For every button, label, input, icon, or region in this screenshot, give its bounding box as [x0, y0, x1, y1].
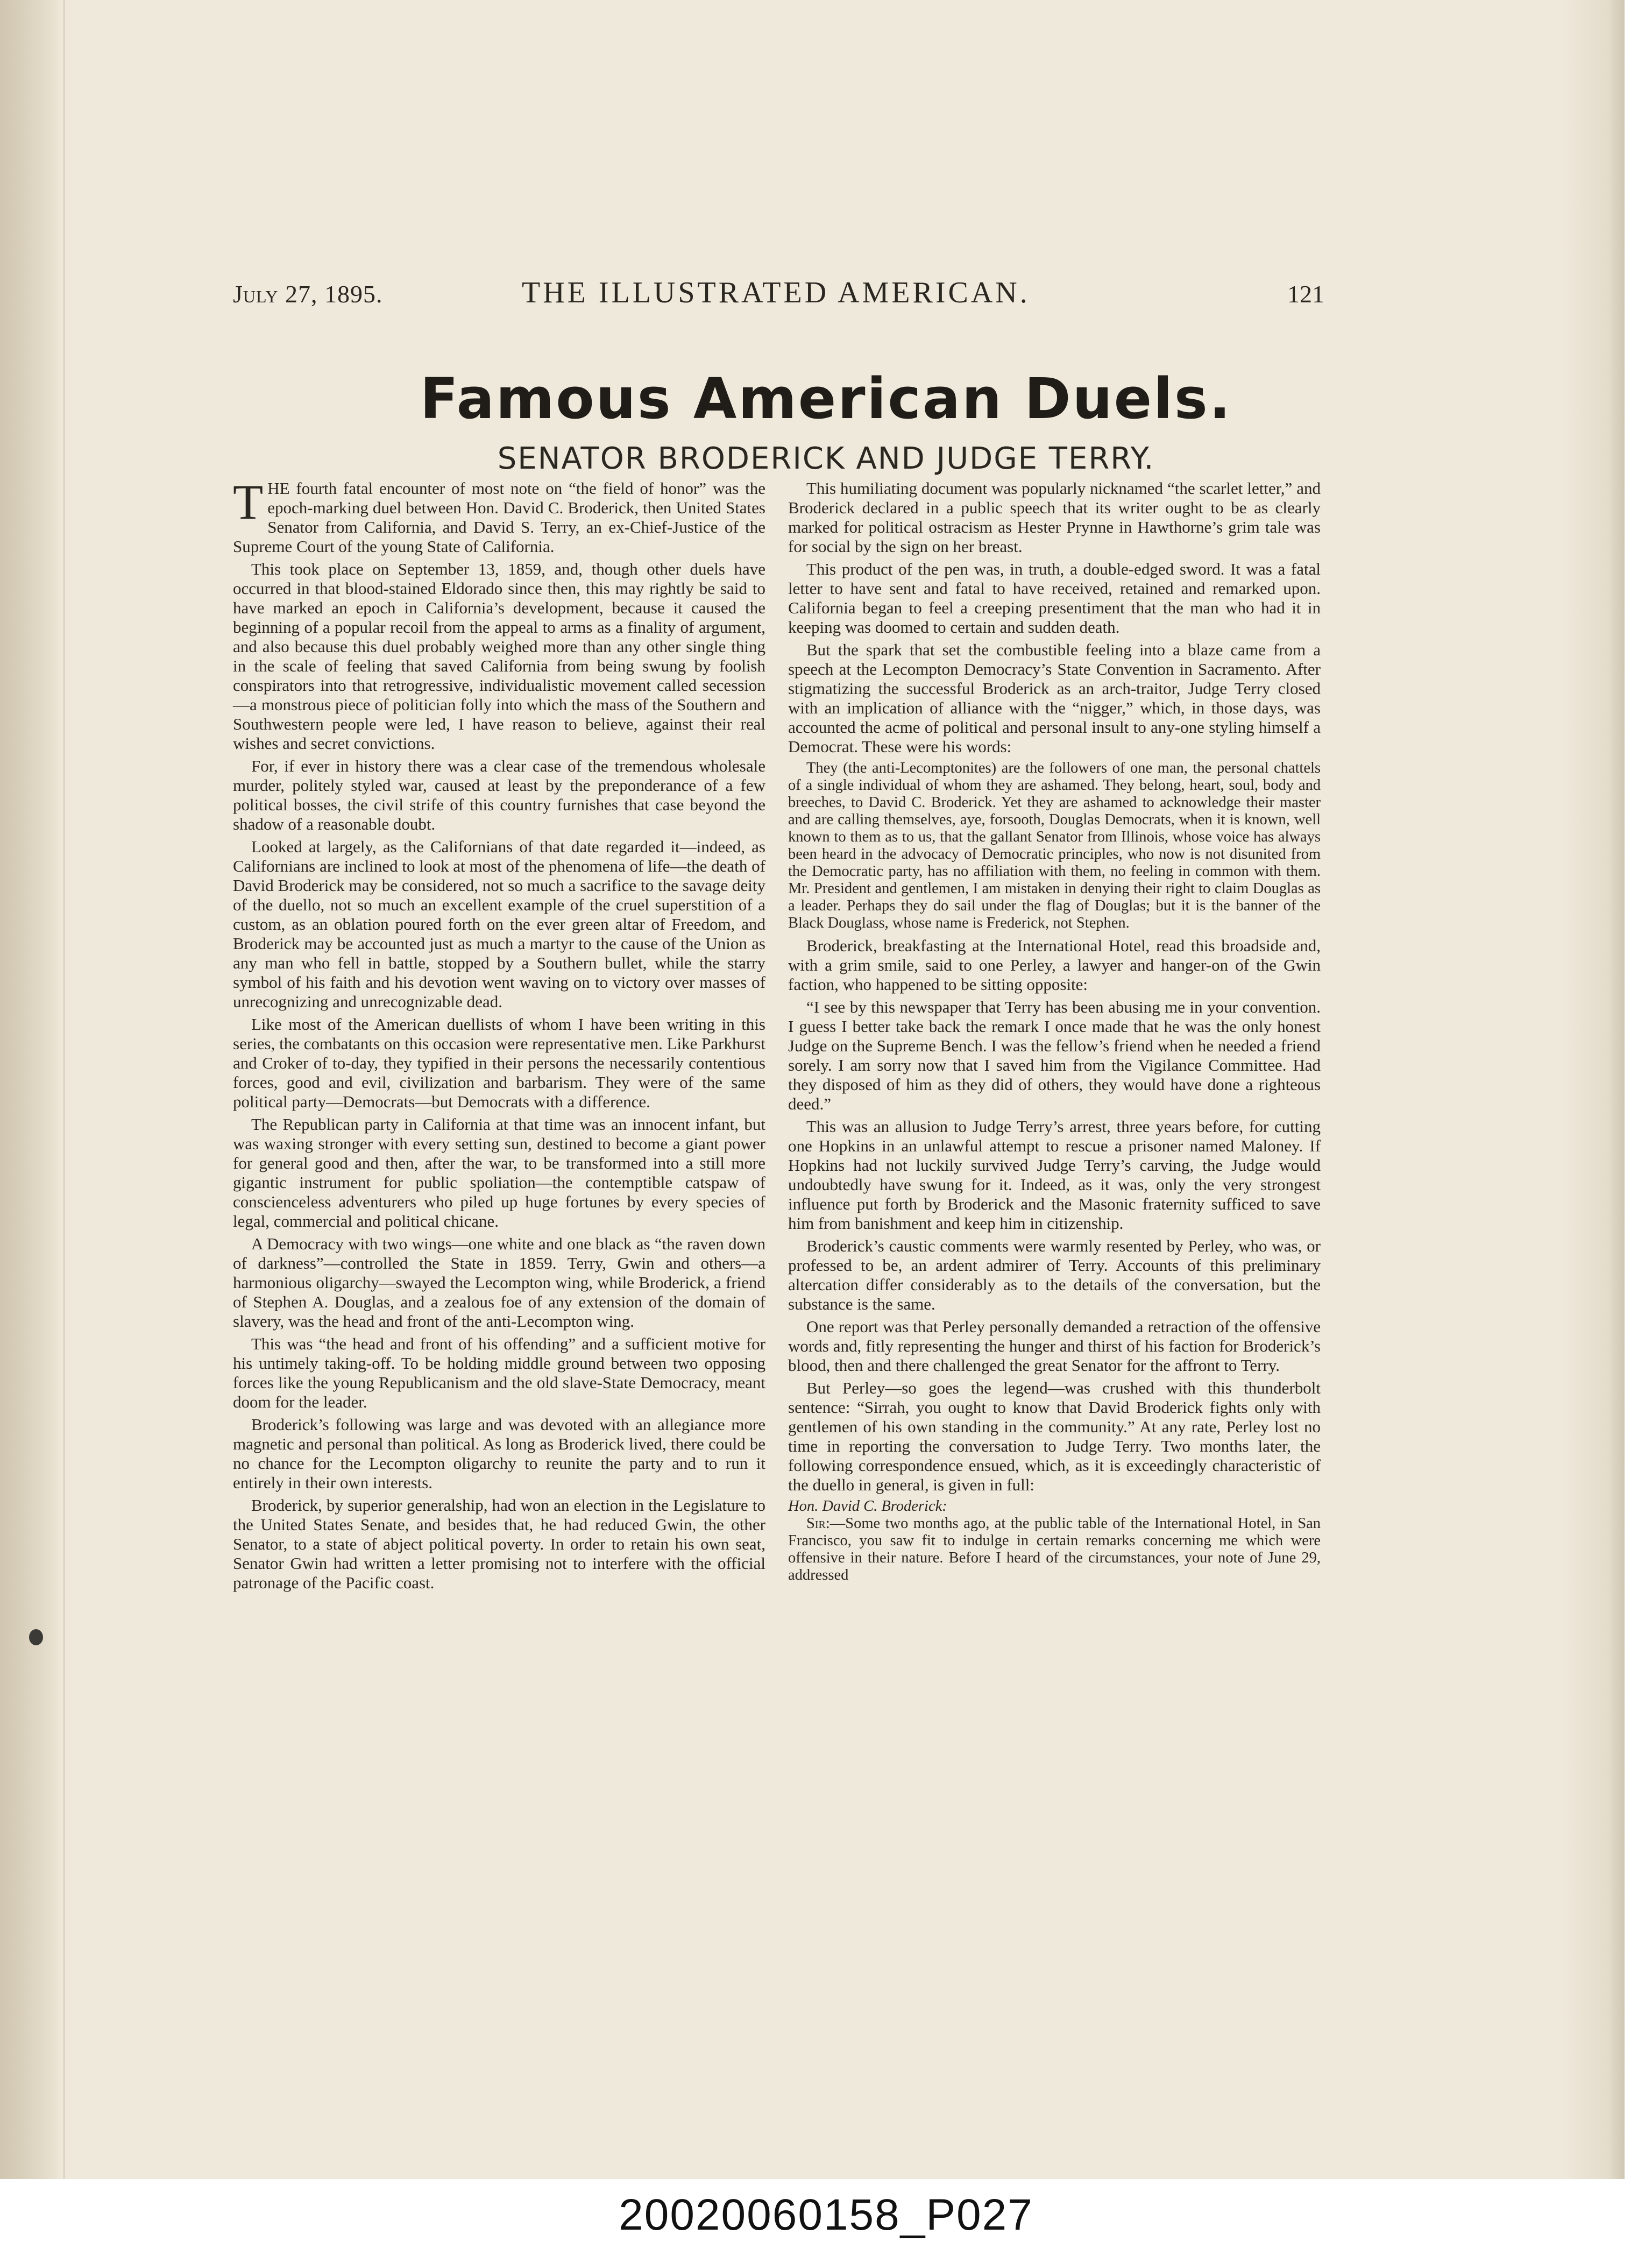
left-column — [233, 475, 765, 1596]
issue-date: July 27, 1895. — [233, 280, 383, 308]
paragraph: This was an allusion to Judge Terry’s arrest, three years before, for cutting one Hopkins in an unlawful attempt to rescue a prisoner named Maloney. If Hopkins had not luckily survived Judge Terry’s carving, the Judge would undoubtedly have swung for it. Indeed, as it was, only the very strongest influence put forth by Broderick and the Masonic fraternity sufficed to save him from banishment and keep him in citizenship. — [788, 1117, 1321, 1233]
article-title: Famous American Duels. — [420, 366, 1232, 432]
catalog-number: 20020060158_P027 — [619, 2190, 1033, 2239]
letter-text: —Some two months ago, at the public table of the International Hotel, in San Francisco, you saw fit to indulge in certain remarks concerning me which were offensive in their nature. Before I heard of the circumstances, your note of June 29, addressed — [788, 1515, 1321, 1583]
letter-body — [788, 1515, 1321, 1584]
paragraph: But the spark that set the combustible feeling into a blaze came from a speech at the Lecompton Democracy’s State Convention in Sacramento. After stigmatizing the successful Broderick as an arch-traitor, Judge Terry closed with an implication of alliance with the “nigger,” which, in those days, was accounted the acme of political and personal insult to any-one styling himself a Democrat. These were his words: — [788, 640, 1321, 756]
paragraph: Broderick’s caustic comments were warmly resented by Perley, who was, or professed to be, an ardent admirer of Terry. Accounts of this preliminary altercation differ considerably as to the details of the conversation, but the substance is the same. — [788, 1236, 1321, 1313]
publication-name: THE ILLUSTRATED AMERICAN. — [522, 276, 1030, 309]
binding-spine — [0, 0, 65, 2179]
paragraph: One report was that Perley personally demanded a retraction of the offensive words and, fitly representing the hunger and thirst of his faction for Broderick’s blood, then and there challenged the great Senator for the affront to Terry. — [788, 1317, 1321, 1375]
paragraph: Like most of the American duellists of whom I have been writing in this series, the combatants on this occasion were representative men. Like Parkhurst and Croker of to-day, they typified in their persons the necessarily contentious forces, good and evil, civilization and barbarism. They were of the same political party—Democrats—but Democrats with a difference. — [233, 1015, 765, 1111]
binding-hole — [29, 1629, 43, 1645]
paragraph: “I see by this newspaper that Terry has been abusing me in your convention. I guess I better take back the remark I once made that he was the only honest Judge on the Supreme Bench. I was the fellow’s friend when he needed a friend sorely. I am sorry now that I saved him from the Vigilance Committee. Had they disposed of him as they did of others, they would have done a righteous deed.” — [788, 998, 1321, 1113]
paragraph-text: HE fourth fatal encounter of most note on “the field of honor” was the epoch-marking duel between Hon. David C. Broderick, then United States Senator from California, and David S. Terry, an ex-Chief-Justice of the Supreme Court of the young State of California. — [233, 479, 765, 556]
drop-cap: T — [233, 475, 264, 529]
paragraph: Looked at largely, as the Californians of that date regarded it—indeed, as Californians are inclined to look at most of the phenomena of life—the death of David Broderick may be considered, not so much a sacrifice to the savage deity of the duello, not so much an excellent example of the cruel superstition of a custom, as an oblation poured forth on the ever green altar of Freedom, and Broderick may be accounted just as much a martyr to the cause of the Union as any man who fell in battle, stopped by a Southern bullet, while the starry symbol of his faith and his devotion went waving on to victory over masses of unrecognizing and unrecognizable dead. — [233, 837, 765, 1011]
paragraph: This was “the head and front of his offending” and a sufficient motive for his untimely taking-off. To be holding middle ground between two opposing forces like the young Republicanism and the old slave-State Democracy, meant doom for the leader. — [233, 1334, 765, 1411]
paragraph: But Perley—so goes the legend—was crushed with this thunderbolt sentence: “Sirrah, you ought to know that David Broderick fights only with gentlemen of his own standing in the community.” At any rate, Perley lost no time in reporting the conversation to Judge Terry. Two months later, the following correspondence ensued, which, as it is exceedingly characteristic of the duello in general, is given in full: — [788, 1378, 1321, 1494]
letter-salutation: Hon. David C. Broderick: — [788, 1498, 947, 1515]
paragraph: Broderick, by superior generalship, had won an election in the Legislature to the United States Senate, and besides that, he had reduced Gwin, the other Senator, to a state of abject political poverty. In order to retain his own seat, Senator Gwin had written a letter promising not to interfere with the official patronage of the Pacific coast. — [233, 1496, 765, 1592]
paragraph: For, if ever in history there was a clear case of the tremendous wholesale murder, politely styled war, caused at least by the preponderance of a few political bosses, the civil strife of this country furnishes that case beyond the shadow of a reasonable doubt. — [233, 756, 765, 833]
paragraph: Broderick, breakfasting at the International Hotel, read this broadside and, with a grim smile, said to one Perley, a lawyer and hanger-on of the Gwin faction, who happened to be sitting opposite: — [788, 936, 1321, 994]
paragraph: This took place on September 13, 1859, and, though other duels have occurred in that blood-stained Eldorado since then, this may rightly be said to have marked an epoch in California’s development, because it caused the beginning of a popular recoil from the appeal to arms as a finality of argument, and also because this duel probably weighed more than any other single thing in the scale of feeling that saved California from being swung by foolish conspirators into that retrogressive, individualistic movement called secession—a monstrous piece of politician folly into which the mass of the Southern and Southwestern people were led, I have reason to believe, against their real wishes and secret convictions. — [233, 560, 765, 753]
page-number: 121 — [1287, 280, 1324, 308]
paragraph: A Democracy with two wings—one white and one black as “the raven down of darkness”—controlled the State in 1859. Terry, Gwin and others—a harmonious oligarchy—swayed the Lecompton wing, while Broderick, a friend of Stephen A. Douglas, and a zealous foe of any extension of the domain of slavery, was the head and front of the anti-Lecompton wing. — [233, 1234, 765, 1331]
paragraph: This product of the pen was, in truth, a double-edged sword. It was a fatal letter to have sent and fatal to have received, retained and remarked upon. California began to feel a creeping presentiment that the man who had it in keeping was doomed to certain and sudden death. — [788, 560, 1321, 637]
right-column — [788, 479, 1321, 1584]
paragraph: Broderick’s following was large and was devoted with an allegiance more magnetic and personal than political. As long as Broderick lived, there could be no chance for the Lecompton oligarchy to reunite the party and to run it entirely in their own interests. — [233, 1415, 765, 1492]
paragraph: The Republican party in California at that time was an innocent infant, but was waxing stronger with every setting sun, destined to become a giant power for general good and then, after the war, to be transformed into a still more gigantic instrument for public spoliation—the contemptible catspaw of conscienceless adventurers who piled up huge fortunes by every species of legal, commercial and political chicane. — [233, 1115, 765, 1230]
letter-sir: Sir: — [806, 1515, 830, 1532]
paragraph — [233, 475, 765, 556]
paragraph: This humiliating document was popularly nicknamed “the scarlet letter,” and Broderick declared in a public speech that its writer ought to be as clearly marked for political ostracism as Hester Prynne in Hawthorne’s grim tale was for social by the sign on her breast. — [788, 479, 1321, 556]
article-subtitle: SENATOR BRODERICK AND JUDGE TERRY. — [497, 441, 1155, 476]
block-quote: They (the anti-Lecomptonites) are the followers of one man, the personal chattels of a single individual of whom they are ashamed. They belong, heart, soul, body and breeches, to David C. Broderick. Yet they are ashamed to acknowledge their master and are calling themselves, aye, forsooth, Douglas Democrats, when it is known, well known to them as to us, that the gallant Senator from Illinois, whose voice has always been heard in the advocacy of Democratic principles, who now is not disunited from the Democratic party, has no affiliation with them, no feeling in common with them. Mr. President and gentlemen, I am mistaken in denying their right to claim Douglas as a leader. Perhaps they do sail under the flag of Douglas; but it is the banner of the Black Douglass, whose name is Frederick, not Stephen. — [788, 760, 1321, 931]
